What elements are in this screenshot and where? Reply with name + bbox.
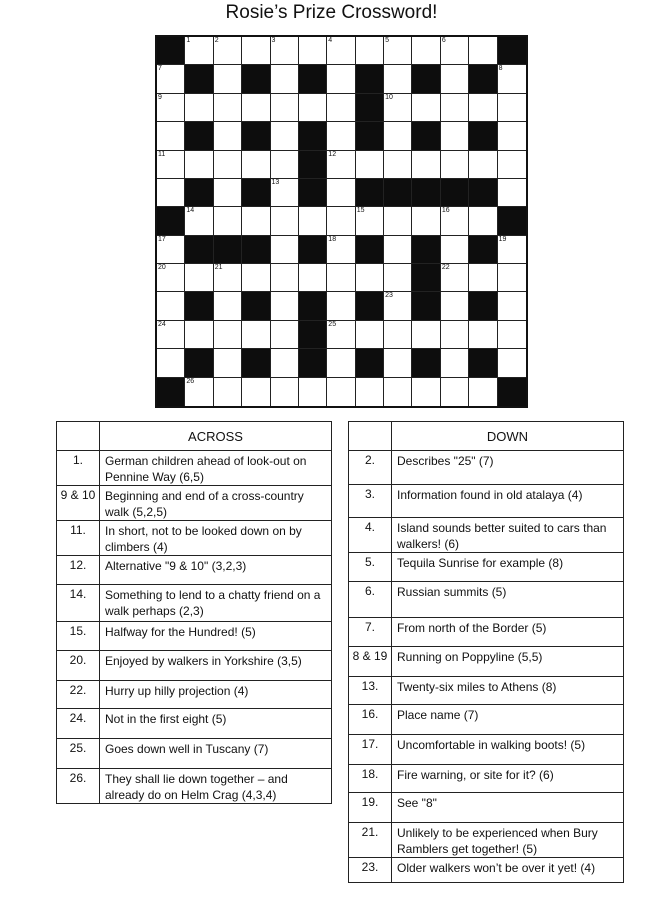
across-clue-number: 9 & 10 <box>57 486 100 521</box>
grid-block <box>356 179 384 207</box>
grid-cell[interactable] <box>498 264 526 292</box>
across-clue-number: 26. <box>57 769 100 804</box>
down-clue-text: Place name (7) <box>392 705 624 735</box>
grid-cell[interactable] <box>469 264 497 292</box>
grid-cell[interactable] <box>469 207 497 235</box>
across-clue-row <box>57 556 332 585</box>
grid-block <box>157 207 185 235</box>
down-clue-number: 6. <box>349 582 392 618</box>
grid-block <box>299 179 327 207</box>
grid-cell[interactable] <box>469 378 497 406</box>
grid-cell[interactable] <box>299 94 327 122</box>
clue-number: 2 <box>214 37 219 44</box>
clue-number: 7 <box>158 65 162 73</box>
across-clue-text: Hurry up hilly projection (4) <box>100 681 332 709</box>
grid-cell[interactable] <box>412 207 440 235</box>
down-clue-row <box>349 485 624 518</box>
clue-number: 5 <box>385 37 389 44</box>
grid-cell[interactable] <box>498 321 526 349</box>
down-clue-row <box>349 793 624 823</box>
grid-cell[interactable] <box>327 122 355 150</box>
grid-cell[interactable] <box>356 321 384 349</box>
across-number-header <box>57 422 100 451</box>
down-clue-text: Twenty-six miles to Athens (8) <box>392 677 624 705</box>
grid-cell[interactable] <box>384 321 412 349</box>
grid-cell[interactable] <box>271 349 299 377</box>
down-clue-number: 19. <box>349 793 392 823</box>
clue-number: 13 <box>271 178 280 186</box>
grid-cell[interactable] <box>242 151 270 179</box>
grid-block <box>242 292 270 320</box>
across-clue-text: Not in the first eight (5) <box>100 709 332 739</box>
grid-cell[interactable] <box>356 207 384 235</box>
grid-cell[interactable] <box>157 179 185 207</box>
down-clue-number: 5. <box>349 553 392 582</box>
grid-block <box>242 179 270 207</box>
grid-block <box>356 292 384 320</box>
down-clue-row <box>349 677 624 705</box>
clue-number: 11 <box>158 150 166 158</box>
grid-cell[interactable] <box>441 236 469 264</box>
down-clue-text: Island sounds better suited to cars than walkers! (6) <box>392 518 624 553</box>
grid-block <box>185 349 213 377</box>
clue-number: 4 <box>328 37 333 44</box>
down-clue-text: Describes "25" (7) <box>392 451 624 485</box>
grid-block <box>299 151 327 179</box>
grid-block <box>498 207 526 235</box>
across-clue-row <box>57 585 332 622</box>
grid-cell[interactable] <box>157 292 185 320</box>
down-clue-row <box>349 582 624 618</box>
across-clue-row <box>57 521 332 556</box>
grid-cell[interactable] <box>441 94 469 122</box>
down-clue-number: 4. <box>349 518 392 553</box>
grid-cell[interactable] <box>157 321 185 349</box>
down-clue-number: 8 & 19 <box>349 647 392 677</box>
grid-block <box>412 349 440 377</box>
across-clue-number: 11. <box>57 521 100 556</box>
grid-cell[interactable] <box>299 264 327 292</box>
clue-number: 3 <box>271 37 276 44</box>
down-clue-row <box>349 618 624 647</box>
across-clue-row <box>57 769 332 804</box>
clue-number: 16 <box>441 207 450 215</box>
grid-cell[interactable] <box>384 236 412 264</box>
grid-cell[interactable] <box>214 378 242 406</box>
grid-block <box>299 236 327 264</box>
grid-block <box>242 349 270 377</box>
grid-cell[interactable] <box>384 94 412 122</box>
down-clue-text: Uncomfortable in walking boots! (5) <box>392 735 624 765</box>
grid-cell[interactable] <box>242 378 270 406</box>
grid-cell[interactable] <box>327 236 355 264</box>
across-clue-number: 14. <box>57 585 100 622</box>
across-clue-row <box>57 486 332 521</box>
down-clue-text: See "8" <box>392 793 624 823</box>
grid-cell[interactable] <box>271 378 299 406</box>
clue-number: 26 <box>186 377 195 385</box>
grid-block <box>469 349 497 377</box>
grid-block <box>299 321 327 349</box>
grid-block <box>157 37 185 65</box>
grid-cell[interactable] <box>271 236 299 264</box>
grid-cell[interactable] <box>498 151 526 179</box>
grid-cell[interactable] <box>157 236 185 264</box>
down-clue-row <box>349 518 624 553</box>
grid-cell[interactable] <box>441 207 469 235</box>
down-clue-number: 7. <box>349 618 392 647</box>
down-clue-number: 23. <box>349 858 392 883</box>
crossword-grid <box>155 35 528 408</box>
grid-cell[interactable] <box>242 207 270 235</box>
grid-cell[interactable] <box>441 349 469 377</box>
grid-block <box>469 292 497 320</box>
grid-block <box>469 236 497 264</box>
grid-cell[interactable] <box>299 207 327 235</box>
grid-block <box>356 65 384 93</box>
down-clue-row <box>349 553 624 582</box>
grid-cell[interactable] <box>356 151 384 179</box>
grid-block <box>412 292 440 320</box>
across-clue-number: 20. <box>57 651 100 681</box>
across-clue-row <box>57 451 332 486</box>
down-clue-number: 17. <box>349 735 392 765</box>
grid-cell[interactable] <box>384 349 412 377</box>
grid-cell[interactable] <box>271 207 299 235</box>
grid-block <box>498 37 526 65</box>
clue-number: 23 <box>385 292 393 300</box>
grid-cell[interactable] <box>469 94 497 122</box>
across-clue-number: 22. <box>57 681 100 709</box>
down-clue-text: From north of the Border (5) <box>392 618 624 647</box>
clue-number: 25 <box>328 320 337 328</box>
grid-cell[interactable] <box>271 65 299 93</box>
grid-cell[interactable] <box>327 292 355 320</box>
clue-number: 15 <box>356 207 365 215</box>
grid-cell[interactable] <box>327 151 355 179</box>
grid-cell[interactable] <box>327 321 355 349</box>
grid-block <box>412 236 440 264</box>
grid-cell[interactable] <box>185 94 213 122</box>
grid-block <box>185 65 213 93</box>
grid-cell[interactable] <box>157 65 185 93</box>
grid-block <box>469 122 497 150</box>
grid-block <box>242 236 270 264</box>
across-clue-row <box>57 709 332 739</box>
grid-cell[interactable] <box>271 292 299 320</box>
grid-cell[interactable] <box>157 349 185 377</box>
grid-cell[interactable] <box>214 151 242 179</box>
grid-cell[interactable] <box>441 65 469 93</box>
grid-cell[interactable] <box>185 151 213 179</box>
grid-cell[interactable] <box>441 378 469 406</box>
across-clue-number: 12. <box>57 556 100 585</box>
down-clue-text: Older walkers won’t be over it yet! (4) <box>392 858 624 883</box>
grid-block <box>356 122 384 150</box>
grid-cell[interactable] <box>498 179 526 207</box>
grid-block <box>412 179 440 207</box>
grid-cell[interactable] <box>327 37 355 65</box>
grid-cell[interactable] <box>185 37 213 65</box>
grid-cell[interactable] <box>214 179 242 207</box>
clue-number: 10 <box>385 93 393 101</box>
grid-block <box>185 292 213 320</box>
grid-cell[interactable] <box>412 378 440 406</box>
grid-cell[interactable] <box>327 378 355 406</box>
grid-cell[interactable] <box>214 94 242 122</box>
clue-number: 6 <box>441 37 446 44</box>
grid-block <box>242 65 270 93</box>
grid-block <box>356 236 384 264</box>
grid-cell[interactable] <box>214 122 242 150</box>
grid-cell[interactable] <box>384 207 412 235</box>
across-clue-text: Enjoyed by walkers in Yorkshire (3,5) <box>100 651 332 681</box>
grid-cell[interactable] <box>242 264 270 292</box>
across-clue-row <box>57 681 332 709</box>
grid-cell[interactable] <box>412 321 440 349</box>
clue-number: 21 <box>214 264 223 272</box>
down-number-header <box>349 422 392 451</box>
clue-number: 14 <box>186 207 195 215</box>
down-clue-number: 13. <box>349 677 392 705</box>
grid-cell[interactable] <box>498 292 526 320</box>
clue-number: 8 <box>498 65 503 73</box>
clue-number: 18 <box>328 235 337 243</box>
down-clue-number: 3. <box>349 485 392 518</box>
across-clue-number: 1. <box>57 451 100 486</box>
grid-block <box>214 236 242 264</box>
grid-cell[interactable] <box>441 264 469 292</box>
grid-cell[interactable] <box>214 65 242 93</box>
grid-cell[interactable] <box>242 94 270 122</box>
grid-cell[interactable] <box>185 264 213 292</box>
grid-block <box>299 122 327 150</box>
grid-block <box>469 65 497 93</box>
grid-cell[interactable] <box>185 321 213 349</box>
down-clue-number: 21. <box>349 823 392 858</box>
grid-cell[interactable] <box>384 151 412 179</box>
down-clue-row <box>349 705 624 735</box>
grid-block <box>412 122 440 150</box>
across-clue-text: Halfway for the Hundred! (5) <box>100 622 332 651</box>
grid-cell[interactable] <box>271 94 299 122</box>
grid-cell[interactable] <box>214 264 242 292</box>
grid-cell[interactable] <box>185 378 213 406</box>
across-clue-text: German children ahead of look-out on Pennine Way (6,5) <box>100 451 332 486</box>
across-clue-text: Goes down well in Tuscany (7) <box>100 739 332 769</box>
down-clue-row <box>349 647 624 677</box>
down-header-row <box>349 422 624 451</box>
grid-block <box>242 122 270 150</box>
grid-cell[interactable] <box>327 65 355 93</box>
across-clue-number: 15. <box>57 622 100 651</box>
down-clue-row <box>349 765 624 793</box>
clue-number: 9 <box>158 93 162 101</box>
grid-cell[interactable] <box>441 122 469 150</box>
down-clues-table <box>348 421 624 883</box>
down-clue-text: Information found in old atalaya (4) <box>392 485 624 518</box>
page-title: Rosie’s Prize Crossword! <box>225 2 438 23</box>
grid-cell[interactable] <box>214 321 242 349</box>
clue-number: 1 <box>186 37 191 44</box>
grid-block <box>384 179 412 207</box>
grid-cell[interactable] <box>384 122 412 150</box>
down-clue-number: 2. <box>349 451 392 485</box>
grid-cell[interactable] <box>214 37 242 65</box>
grid-cell[interactable] <box>271 37 299 65</box>
grid-cell[interactable] <box>384 264 412 292</box>
across-clue-number: 24. <box>57 709 100 739</box>
grid-cell[interactable] <box>441 292 469 320</box>
grid-cell[interactable] <box>157 94 185 122</box>
grid-cell[interactable] <box>384 37 412 65</box>
grid-cell[interactable] <box>157 122 185 150</box>
grid-cell[interactable] <box>412 94 440 122</box>
grid-cell[interactable] <box>327 264 355 292</box>
across-header-row <box>57 422 332 451</box>
clue-number: 19 <box>498 235 507 243</box>
clue-number: 20 <box>158 264 166 272</box>
grid-cell[interactable] <box>214 292 242 320</box>
down-clue-text: Running on Poppyline (5,5) <box>392 647 624 677</box>
down-clue-row <box>349 823 624 858</box>
grid-cell[interactable] <box>356 37 384 65</box>
grid-cell[interactable] <box>356 378 384 406</box>
down-clue-row <box>349 735 624 765</box>
grid-block <box>412 65 440 93</box>
grid-block <box>185 236 213 264</box>
across-clue-number: 25. <box>57 739 100 769</box>
across-clue-row <box>57 622 332 651</box>
grid-cell[interactable] <box>271 264 299 292</box>
clue-number: 22 <box>441 264 450 272</box>
across-header: ACROSS <box>100 422 332 451</box>
grid-cell[interactable] <box>498 236 526 264</box>
grid-cell[interactable] <box>299 378 327 406</box>
grid-cell[interactable] <box>327 94 355 122</box>
grid-block <box>356 94 384 122</box>
grid-block <box>185 122 213 150</box>
grid-block <box>412 264 440 292</box>
down-clue-row <box>349 858 624 883</box>
grid-cell[interactable] <box>185 207 213 235</box>
grid-block <box>299 65 327 93</box>
grid-cell[interactable] <box>469 321 497 349</box>
across-clue-text: They shall lie down together – and already do on Helm Crag (4,3,4) <box>100 769 332 804</box>
grid-cell[interactable] <box>498 349 526 377</box>
across-clue-row <box>57 651 332 681</box>
down-header: DOWN <box>392 422 624 451</box>
grid-cell[interactable] <box>242 37 270 65</box>
grid-cell[interactable] <box>271 321 299 349</box>
grid-cell[interactable] <box>469 37 497 65</box>
grid-block <box>469 179 497 207</box>
grid-cell[interactable] <box>412 151 440 179</box>
grid-cell[interactable] <box>469 151 497 179</box>
grid-cell[interactable] <box>384 378 412 406</box>
across-clue-text: Alternative "9 & 10" (3,2,3) <box>100 556 332 585</box>
grid-cell[interactable] <box>356 264 384 292</box>
grid-block <box>356 349 384 377</box>
clue-number: 12 <box>328 150 337 158</box>
across-clues-table <box>56 421 332 804</box>
grid-block <box>185 179 213 207</box>
down-clue-row <box>349 451 624 485</box>
grid-cell[interactable] <box>441 321 469 349</box>
grid-cell[interactable] <box>271 179 299 207</box>
grid-cell[interactable] <box>214 349 242 377</box>
down-clue-text: Russian summits (5) <box>392 582 624 618</box>
grid-cell[interactable] <box>271 151 299 179</box>
grid-cell[interactable] <box>271 122 299 150</box>
down-clue-text: Tequila Sunrise for example (8) <box>392 553 624 582</box>
grid-cell[interactable] <box>498 65 526 93</box>
grid-cell[interactable] <box>498 122 526 150</box>
clue-number: 24 <box>158 320 166 328</box>
grid-cell[interactable] <box>299 37 327 65</box>
down-clue-text: Fire warning, or site for it? (6) <box>392 765 624 793</box>
across-clue-row <box>57 739 332 769</box>
clue-number: 17 <box>158 235 166 243</box>
across-clue-text: Something to lend to a chatty friend on a walk perhaps (2,3) <box>100 585 332 622</box>
grid-block <box>299 292 327 320</box>
grid-cell[interactable] <box>327 349 355 377</box>
grid-cell[interactable] <box>441 151 469 179</box>
grid-cell[interactable] <box>327 179 355 207</box>
down-clue-number: 18. <box>349 765 392 793</box>
across-clue-text: Beginning and end of a cross-country walk (5,2,5) <box>100 486 332 521</box>
down-clue-number: 16. <box>349 705 392 735</box>
grid-cell[interactable] <box>327 207 355 235</box>
grid-cell[interactable] <box>214 207 242 235</box>
grid-block <box>498 378 526 406</box>
grid-cell[interactable] <box>157 151 185 179</box>
grid-cell[interactable] <box>498 94 526 122</box>
grid-block <box>299 349 327 377</box>
grid-cell[interactable] <box>157 264 185 292</box>
grid-cell[interactable] <box>441 37 469 65</box>
grid-block <box>441 179 469 207</box>
grid-cell[interactable] <box>384 65 412 93</box>
across-clue-text: In short, not to be looked down on by climbers (4) <box>100 521 332 556</box>
grid-cell[interactable] <box>384 292 412 320</box>
grid-cell[interactable] <box>412 37 440 65</box>
grid-cell[interactable] <box>242 321 270 349</box>
down-clue-text: Unlikely to be experienced when Bury Ramblers get together! (5) <box>392 823 624 858</box>
grid-block <box>157 378 185 406</box>
